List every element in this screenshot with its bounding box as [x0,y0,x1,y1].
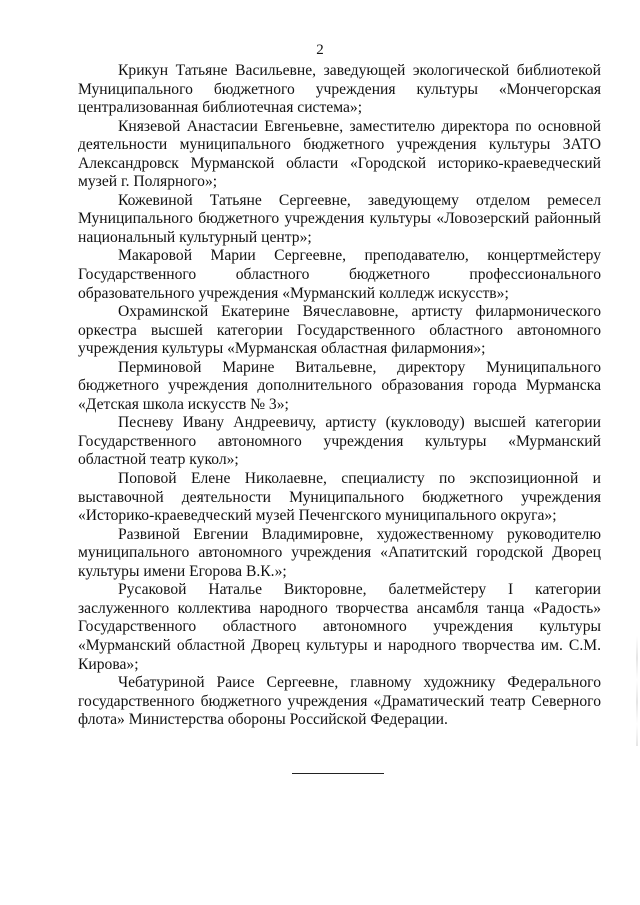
award-entry-4: Макаровой Марии Сергеевне, преподавателю, концертмейстеру Государственного областного бюджетного профессионального образовательного учреждения «Мурманский колледж искусств»; [78,247,601,302]
award-entry-9: Развиной Евгении Владимировне, художественному руководителю муниципального автономного учреждения «Апатитский городской Дворец культуры имени Егорова В.К.»; [78,525,601,580]
award-entry-7: Песневу Ивану Андреевичу, артисту (кукловоду) высшей категории Государственного автономного учреждения культуры «Мурманский областной театр кукол»; [78,414,601,469]
page-number: 2 [316,42,324,58]
award-entry-10: Русаковой Наталье Викторовне, балетмейстеру I категории заслуженного коллектива народного творчества ансамбля танца «Радость» Государственного областного автономного учреждения культуры «Мурманский областной Дворец культуры и народного творчества им. С.М. Кирова»; [78,581,601,673]
award-entry-5: Охраминской Екатерине Вячеславовне, артисту филармонического оркестра высшей категории Государственного областного автономного учреждения культуры «Мурманская областная филармония»; [78,303,601,358]
award-entry-2: Князевой Анастасии Евгеньевне, заместителю директора по основной деятельности муниципального бюджетного учреждения культуры ЗАТО Александровск Мурманской области «Городской историко-краеведческий музей г. Полярного»; [78,117,601,191]
scan-edge-mark [636,636,638,746]
award-entry-11: Чебатуриной Раисе Сергеевне, главному художнику Федерального государственного бюджетного учреждения «Драматический театр Северного флота» Министерства обороны Российской Федерации. [78,674,601,729]
award-entry-1: Крикун Татьяне Васильевне, заведующей экологической библиотекой Муниципального бюджетного учреждения культуры «Мончегорская централизованная библиотечная система»; [78,62,601,117]
award-entry-8: Поповой Елене Николаевне, специалисту по экспозиционной и выставочной деятельности Муниципального бюджетного учреждения «Историко-краеведческий музей Печенгского муниципального округа»; [78,470,601,525]
award-entry-6: Перминовой Марине Витальевне, директору Муниципального бюджетного учреждения дополнительного образования города Мурманска «Детская школа искусств № 3»; [78,358,601,413]
end-of-list-rule [292,773,384,774]
award-entry-3: Кожевиной Татьяне Сергеевне, заведующему отделом ремесел Муниципального бюджетного учреждения культуры «Ловозерский районный национальный культурный центр»; [78,191,601,246]
award-list [78,62,601,730]
